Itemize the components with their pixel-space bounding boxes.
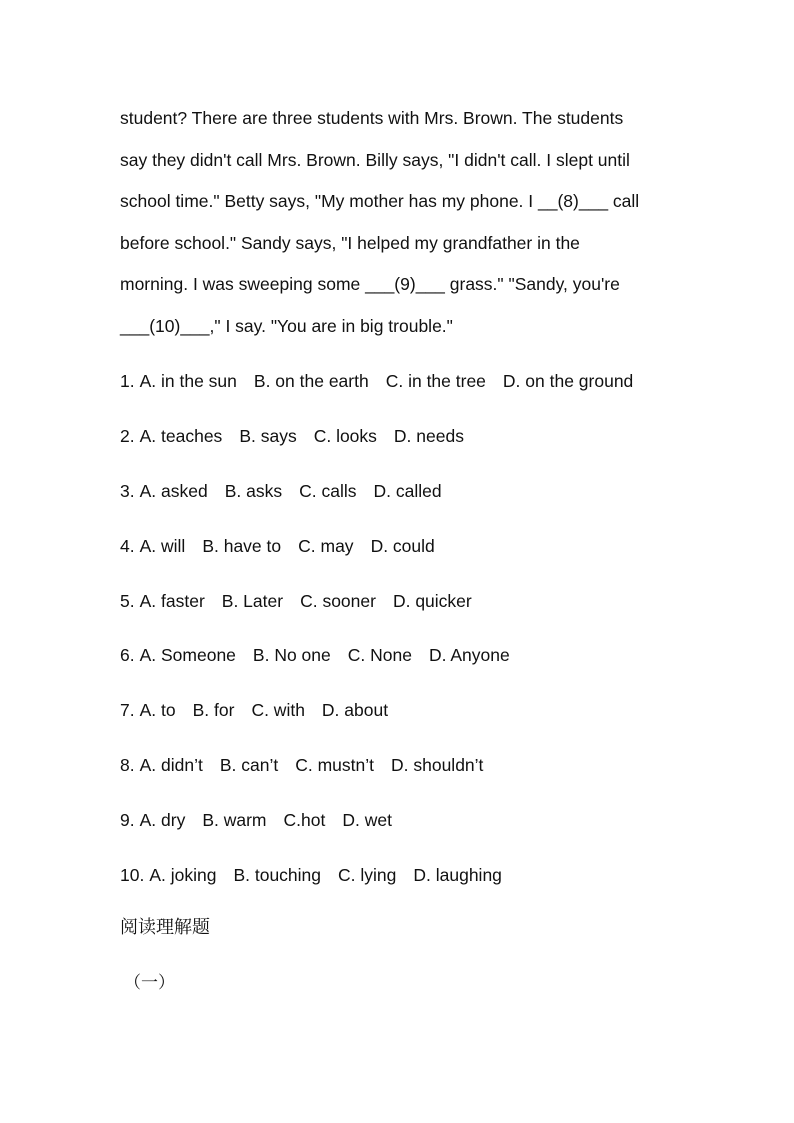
passage-text xyxy=(120,100,680,350)
option-c: C. sooner xyxy=(300,590,376,611)
passage-line: ___(10)___," I say. "You are in big trouble." xyxy=(120,315,453,336)
option-a: A. asked xyxy=(139,480,208,501)
passage-line: student? There are three students with Mrs. Brown. The students xyxy=(120,108,624,128)
option-c: C. in the tree xyxy=(385,371,486,391)
option-d: D. wet xyxy=(342,810,392,831)
question-number: 6. xyxy=(120,645,135,666)
option-b: B. for xyxy=(192,700,235,721)
question-row-6 xyxy=(120,637,720,692)
option-c: C.hot xyxy=(283,810,326,831)
option-b: B. No one xyxy=(252,645,331,666)
option-a: A. faster xyxy=(139,590,205,611)
option-a: A. joking xyxy=(149,865,217,886)
passage-line: morning. I was sweeping some ___(9)___ grass." "Sandy, you're xyxy=(120,274,620,295)
option-d: D. laughing xyxy=(413,865,502,886)
question-number: 5. xyxy=(120,590,135,611)
option-b: B. Later xyxy=(221,590,284,611)
option-b: B. asks xyxy=(224,480,283,501)
option-b: B. have to xyxy=(202,535,282,556)
option-d: D. could xyxy=(370,535,435,556)
option-b: B. says xyxy=(239,425,297,446)
option-c: C. None xyxy=(347,645,412,666)
option-d: D. needs xyxy=(393,425,464,446)
question-number: 3. xyxy=(120,480,135,501)
option-c: C. may xyxy=(298,535,354,556)
option-c: C. calls xyxy=(299,480,357,501)
option-c: C. mustn’t xyxy=(295,755,374,776)
passage-line: school time." Betty says, "My mother has my phone. I __(8)___ call xyxy=(120,191,640,212)
option-c: C. lying xyxy=(338,865,397,886)
question-row-1 xyxy=(120,363,720,418)
question-row-3 xyxy=(120,473,720,528)
option-d: D. on the ground xyxy=(502,371,634,391)
option-b: B. touching xyxy=(233,865,322,886)
option-a: A. teaches xyxy=(139,425,223,446)
question-number: 1. xyxy=(120,371,135,391)
section-heading: 阅读理解题 xyxy=(120,917,210,938)
option-d: D. Anyone xyxy=(428,645,510,666)
question-row-7 xyxy=(120,692,720,747)
option-b: B. warm xyxy=(202,810,267,831)
question-row-8 xyxy=(120,747,720,802)
option-d: D. shouldn’t xyxy=(391,755,484,776)
subsection-heading: （一） xyxy=(124,973,175,993)
option-a: A. in the sun xyxy=(139,371,237,391)
question-row-10 xyxy=(120,857,720,912)
question-number: 2. xyxy=(120,425,135,446)
question-row-2 xyxy=(120,418,720,473)
question-number: 7. xyxy=(120,700,135,721)
passage-line: before school." Sandy says, "I helped my grandfather in the xyxy=(120,232,580,253)
question-options-list xyxy=(120,363,720,912)
question-number: 8. xyxy=(120,755,135,776)
passage-line: say they didn't call Mrs. Brown. Billy says, "I didn't call. I slept until xyxy=(120,149,630,170)
question-row-4 xyxy=(120,528,720,583)
option-d: D. called xyxy=(373,480,442,501)
question-row-5 xyxy=(120,583,720,638)
option-a: A. dry xyxy=(139,810,186,831)
option-d: D. about xyxy=(321,700,389,721)
option-a: A. Someone xyxy=(139,645,236,666)
question-row-9 xyxy=(120,802,720,857)
question-number: 9. xyxy=(120,810,135,831)
option-c: C. with xyxy=(251,700,305,721)
option-a: A. will xyxy=(139,535,186,556)
option-b: B. can’t xyxy=(219,755,279,776)
option-a: A. to xyxy=(139,700,176,721)
option-a: A. didn’t xyxy=(139,755,203,776)
question-number: 4. xyxy=(120,535,135,556)
option-b: B. on the earth xyxy=(253,371,369,391)
option-d: D. quicker xyxy=(392,590,472,611)
option-c: C. looks xyxy=(313,425,377,446)
question-number: 10. xyxy=(120,865,145,886)
